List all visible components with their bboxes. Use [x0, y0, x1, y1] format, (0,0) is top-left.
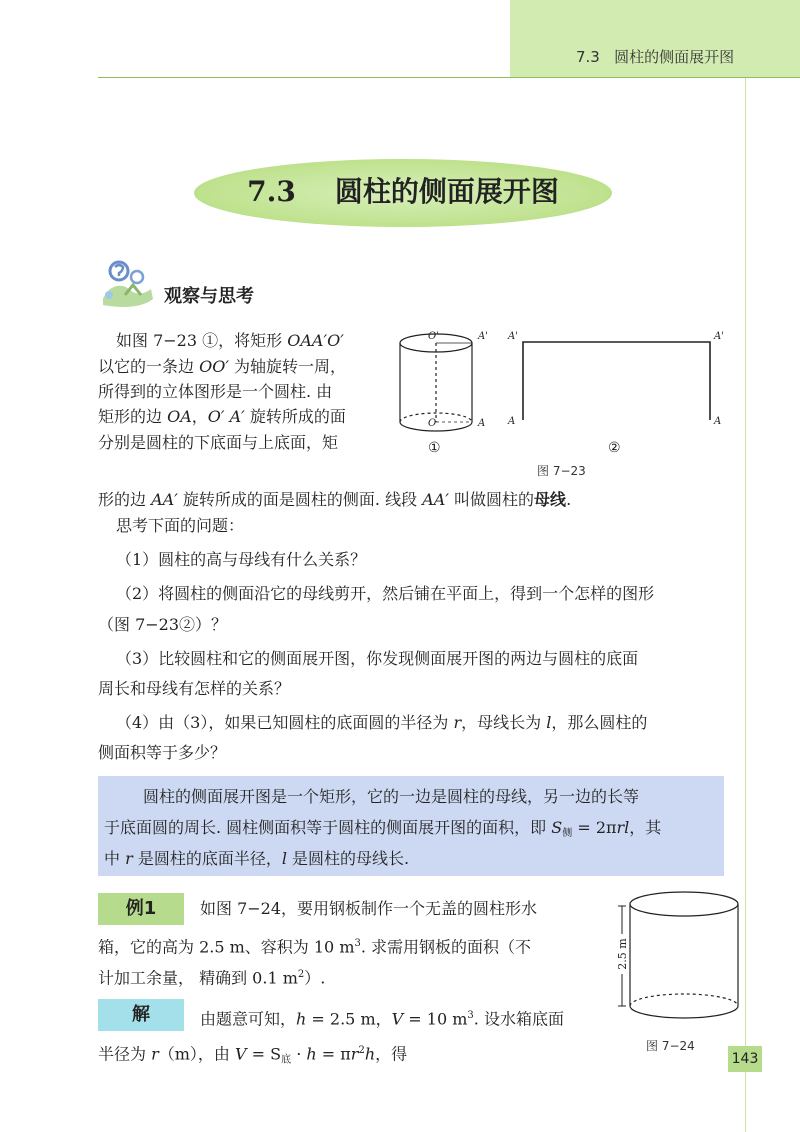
height-label: 2.5 m [616, 938, 629, 970]
question-4-line-1: （4）由（3），如果已知圆柱的底面圆的半径为 r，母线长为 l，那么圆柱的 [116, 713, 648, 732]
label-a-1: A [478, 418, 486, 429]
intro-line-4: 矩形的边 OA，O′ A′ 旋转所成的面 [98, 407, 346, 426]
figure-7-23-caption: 图 7−23 [537, 464, 586, 478]
question-2-line-1: （2）将圆柱的侧面沿它的母线剪开，然后铺在平面上，得到一个怎样的图形 [116, 584, 655, 603]
summary-line-3: 中 r 是圆柱的底面半径，l 是圆柱的母线长. [104, 849, 410, 868]
figure-7-23 [388, 320, 733, 480]
label-o: O [428, 418, 437, 429]
running-title: 7.3 圆柱的侧面展开图 [576, 48, 735, 66]
question-3-line-2: 周长和母线有怎样的关系？ [98, 679, 291, 698]
summary-line-1: 圆柱的侧面展开图是一个矩形，它的一边是圆柱的母线，另一边的长等 [143, 787, 640, 806]
intro-line-2: 以它的一条边 OO′ 为轴旋转一周， [98, 357, 347, 376]
example-line-2: 箱，它的高为 2.5 m、容积为 10 $m^3$. 求需用钢板的面积（不 [98, 937, 532, 957]
label-a-2: A [508, 416, 516, 427]
unfolded-lateral-surface [523, 342, 710, 420]
intro-line-5: 分别是圆柱的下底面与上底面，矩 [98, 433, 339, 452]
intro-line-1: 如图 7−23 ①，将矩形 OAA′O′ [116, 331, 344, 350]
intro-line-6: 形的边 AA′ 旋转所成的面是圆柱的侧面. 线段 AA′ 叫做圆柱的母线. [98, 490, 572, 509]
solution-label: 解 [98, 999, 184, 1031]
cylinder-diagram [400, 334, 472, 431]
solution-line-1: 由题意可知，h = 2.5 m，V = 10 $m^3$. 设水箱底面 [200, 1009, 564, 1029]
margin-rule [745, 78, 746, 1132]
water-tank-cylinder [630, 892, 738, 1018]
header-rule [98, 77, 800, 78]
summary-line-2: 于底面圆的周长. 圆柱侧面积等于圆柱的侧面展开图的面积，即 $S_侧 = 2\pi rl$，其 [104, 818, 662, 839]
label-a-prime-1: A' [478, 331, 488, 342]
label-a-prime-2: A' [508, 331, 518, 342]
label-a-prime-3: A' [714, 331, 724, 342]
question-4-line-2: 侧面积等于多少？ [98, 743, 227, 762]
figure-7-24 [604, 886, 742, 1032]
solution-line-2: 半径为 r（m），由 $V = S_底 \cdot h = \pi r^2h$，得 [98, 1044, 408, 1066]
panel-1-label: ① [428, 440, 441, 456]
question-1: （1）圆柱的高与母线有什么关系？ [116, 550, 367, 569]
example-line-1: 如图 7−24，要用钢板制作一个无盖的圆柱形水 [200, 899, 538, 918]
intro-line-3: 所得到的立体图形是一个圆柱. 由 [98, 382, 333, 401]
question-3-line-1: （3）比较圆柱和它的侧面展开图，你发现侧面展开图的两边与圆柱的底面 [116, 649, 639, 668]
label-a-3: A [714, 416, 722, 427]
label-o-prime: O' [428, 331, 439, 342]
panel-2-label: ② [608, 440, 621, 456]
figure-7-24-caption: 图 7−24 [646, 1039, 695, 1053]
section-heading: 观察与思考 [164, 286, 254, 307]
page-title: 7.3 圆柱的侧面展开图 [247, 175, 559, 208]
example-label: 例1 [98, 893, 184, 925]
questions-prompt: 思考下面的问题： [116, 516, 245, 535]
observe-think-icon [95, 255, 157, 315]
example-line-3: 计加工余量， 精确到 0.1 $m^2$）. [98, 968, 326, 988]
page-number: 143 [728, 1046, 762, 1072]
question-2-line-2: （图 7−23②）？ [98, 615, 228, 634]
